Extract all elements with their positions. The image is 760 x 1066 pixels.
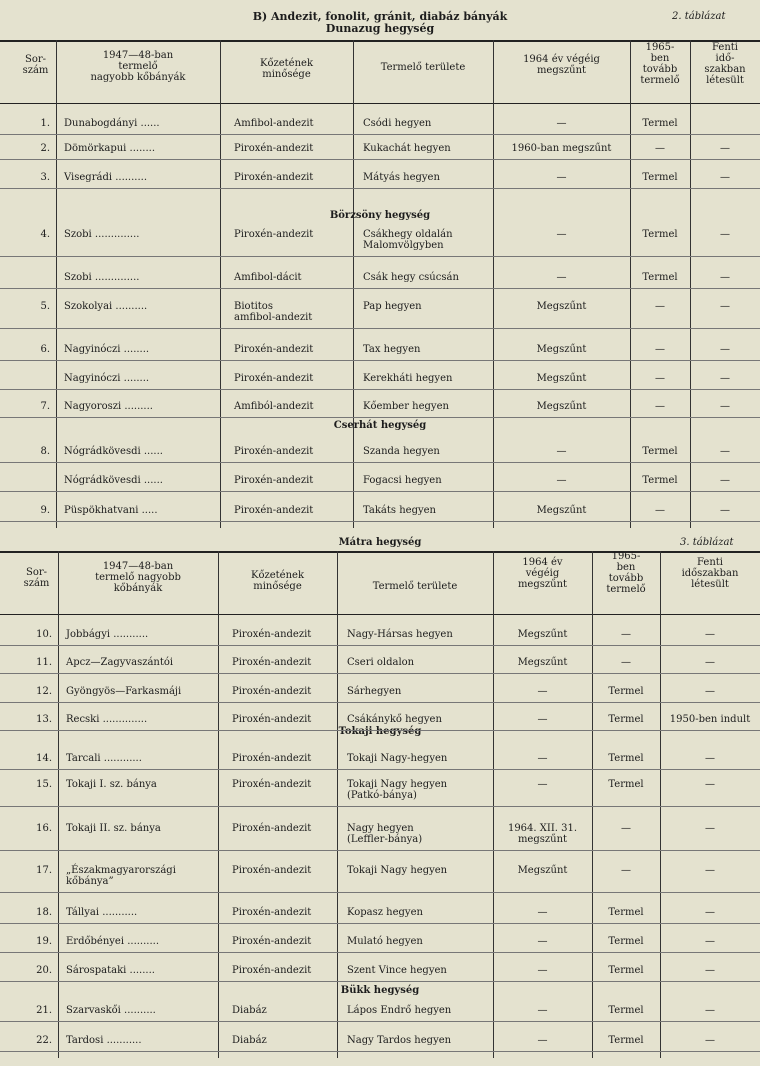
production-area: Mulató hegyen <box>347 936 423 947</box>
table1-row-rule <box>0 360 760 361</box>
table1-section-heading: Cserhát hegység <box>333 420 427 431</box>
production-area: Cseri oldalon <box>347 657 415 668</box>
established-status: — <box>720 229 730 240</box>
continued-production: — <box>655 401 665 412</box>
table1-title: B) Andezit, fonolit, gránit, diabáz bányák <box>252 10 508 23</box>
table1-row-rule <box>0 417 760 418</box>
established-status: — <box>720 505 730 516</box>
quarry-name: Tokaji II. sz. bánya <box>66 823 161 834</box>
table1-header-0: Sor- szám <box>22 54 49 76</box>
quarry-name: Nagyinóczi ........ <box>64 373 150 384</box>
continued-production: Termel <box>642 118 678 129</box>
established-status: — <box>705 779 715 790</box>
table2-number: 3. táblázat <box>680 537 734 548</box>
closure-status: — <box>556 172 567 183</box>
production-area: Kőember hegyen <box>363 401 449 412</box>
quarry-name: Gyöngyös—Farkasmáji <box>66 686 182 697</box>
table2-row-rule <box>0 981 760 982</box>
table2-row-rule <box>0 769 760 770</box>
continued-production: — <box>655 143 665 154</box>
closure-status: Megszűnt <box>536 505 587 516</box>
quarry-name: Tokaji I. sz. bánya <box>66 779 157 790</box>
rock-type: Piroxén-andezit <box>232 629 312 640</box>
table2-header-4: 1964 év végéig megszűnt <box>517 557 568 590</box>
continued-production: Termel <box>608 907 644 918</box>
established-status: — <box>705 1005 715 1016</box>
rock-type: Piroxén-andezit <box>232 907 312 918</box>
quarry-name: Sárospataki ........ <box>66 965 155 976</box>
quarry-name: Nagyinóczi ........ <box>64 344 150 355</box>
quarry-name: Püspökhatvani ..... <box>64 505 158 516</box>
rock-type: Piroxén-andezit <box>232 965 312 976</box>
rock-type: Piroxén-andezit <box>234 446 314 457</box>
rock-type: Piroxén-andezit <box>234 229 314 240</box>
continued-production: Termel <box>608 1035 644 1046</box>
continued-production: Termel <box>642 172 678 183</box>
production-area: Nagy-Hársas hegyen <box>347 629 453 640</box>
production-area: Mátyás hegyen <box>363 172 440 183</box>
table2-header-6: Fenti időszakban létesült <box>681 557 739 590</box>
production-area: Kukachát hegyen <box>363 143 451 154</box>
production-area: Szent Vince hegyen <box>347 965 447 976</box>
quarry-name: Erdőbényei .......... <box>66 936 159 947</box>
table2-section-heading: Bükk hegység <box>340 985 420 996</box>
table2-row-rule <box>0 892 760 893</box>
row-number: 2. <box>40 143 50 154</box>
closure-status: — <box>556 272 567 283</box>
production-area: Tokaji Nagy-hegyen <box>347 753 448 764</box>
table1-row-rule <box>0 256 760 257</box>
continued-production: Termel <box>608 753 644 764</box>
closure-status: — <box>537 714 548 725</box>
established-status: — <box>705 629 715 640</box>
continued-production: Termel <box>608 714 644 725</box>
row-number: 7. <box>40 401 50 412</box>
closure-status: — <box>556 229 567 240</box>
table2-row-rule <box>0 645 760 646</box>
closure-status: Megszűnt <box>536 344 587 355</box>
production-area: Tax hegyen <box>363 344 421 355</box>
established-status: — <box>720 143 730 154</box>
established-status: — <box>705 936 715 947</box>
table2-row-rule <box>0 952 760 953</box>
continued-production: — <box>621 823 631 834</box>
continued-production: Termel <box>608 936 644 947</box>
rock-type: Piroxén-andezit <box>234 373 314 384</box>
production-area: Szanda hegyen <box>363 446 440 457</box>
closure-status: — <box>556 118 567 129</box>
table1-column-rule <box>56 40 57 528</box>
closure-status: Megszűnt <box>536 301 587 312</box>
established-status: 1950-ben indult <box>669 714 751 725</box>
rock-type: Piroxén-andezit <box>232 753 312 764</box>
table1-row-rule <box>0 389 760 390</box>
continued-production: Termel <box>608 779 644 790</box>
row-number: 19. <box>36 936 52 947</box>
row-number: 3. <box>40 172 50 183</box>
continued-production: Termel <box>608 1005 644 1016</box>
established-status: — <box>705 686 715 697</box>
rock-type: Diabáz <box>232 1035 267 1046</box>
production-area: Takáts hegyen <box>363 505 436 516</box>
continued-production: — <box>621 865 631 876</box>
established-status: — <box>720 446 730 457</box>
rock-type: Piroxén-andezit <box>232 865 312 876</box>
closure-status: Megszűnt <box>517 865 568 876</box>
table1-column-rule <box>353 40 354 528</box>
rock-type: Biotitos amfibol-andezit <box>234 301 313 323</box>
rock-type: Piroxén-andezit <box>232 714 312 725</box>
continued-production: Termel <box>608 965 644 976</box>
table2-row-rule <box>0 1051 760 1052</box>
table1-number: 2. táblázat <box>672 11 726 22</box>
quarry-name: Szobi .............. <box>64 229 140 240</box>
quarry-name: Visegrádi .......... <box>64 172 148 183</box>
table1-section-heading: Börzsöny hegység <box>329 210 431 221</box>
established-status: — <box>720 373 730 384</box>
rock-type: Piroxén-andezit <box>232 657 312 668</box>
row-number: 17. <box>36 865 52 876</box>
table2-header-0: Sor- szám <box>23 567 50 589</box>
row-number: 21. <box>36 1005 52 1016</box>
rock-type: Piroxén-andezit <box>234 475 314 486</box>
rock-type: Piroxén-andezit <box>234 172 314 183</box>
table1-header-2: Kőzetének minősége <box>259 58 314 80</box>
rock-type: Piroxén-andezit <box>234 505 314 516</box>
production-area: Csák hegy csúcsán <box>363 272 459 283</box>
row-number: 13. <box>36 714 52 725</box>
closure-status: — <box>556 446 567 457</box>
row-number: 22. <box>36 1035 52 1046</box>
established-status: — <box>720 475 730 486</box>
row-number: 9. <box>40 505 50 516</box>
table2-header-1: 1947—48-ban termelő nagyobb kőbányák <box>95 561 181 594</box>
table1-region-heading: Dunazug hegység <box>325 22 435 35</box>
closure-status: Megszűnt <box>536 373 587 384</box>
row-number: 1. <box>40 118 50 129</box>
table2-header-5: 1965- ben tovább termelő <box>606 551 646 595</box>
production-area: Nagy hegyen (Leffler-bánya) <box>347 823 423 845</box>
closure-status: — <box>537 686 548 697</box>
continued-production: Termel <box>642 272 678 283</box>
quarry-name: Nógrádkövesdi ...... <box>64 446 163 457</box>
production-area: Fogacsi hegyen <box>363 475 442 486</box>
rock-type: Piroxén-andezit <box>232 686 312 697</box>
continued-production: — <box>621 629 631 640</box>
quarry-name: Szarvaskői .......... <box>66 1005 156 1016</box>
table1-row-rule <box>0 491 760 492</box>
table2-row-rule <box>0 673 760 674</box>
table1-row-rule <box>0 328 760 329</box>
table1-row-rule <box>0 462 760 463</box>
rock-type: Piroxén-andezit <box>234 344 314 355</box>
production-area: Csákhegy oldalán Malomvölgyben <box>363 229 453 251</box>
established-status: — <box>705 823 715 834</box>
row-number: 4. <box>40 229 50 240</box>
established-status: — <box>705 965 715 976</box>
table2-header-3: Termelő területe <box>372 581 458 592</box>
closure-status: Megszűnt <box>536 401 587 412</box>
production-area: Csákánykő hegyen <box>347 714 442 725</box>
row-number: 20. <box>36 965 52 976</box>
production-area: Pap hegyen <box>363 301 422 312</box>
rock-type: Diabáz <box>232 1005 267 1016</box>
established-status: — <box>705 657 715 668</box>
row-number: 15. <box>36 779 52 790</box>
continued-production: — <box>655 344 665 355</box>
production-area: Tokaji Nagy hegyen (Patkó-bánya) <box>347 779 448 801</box>
production-area: Sárhegyen <box>347 686 402 697</box>
closure-status: — <box>537 965 548 976</box>
quarry-name: Tardosi ........... <box>66 1035 142 1046</box>
production-area: Kerekháti hegyen <box>363 373 453 384</box>
table1-row-rule <box>0 159 760 160</box>
closure-status: Megszűnt <box>517 629 568 640</box>
row-number: 12. <box>36 686 52 697</box>
production-area: Kopasz hegyen <box>347 907 423 918</box>
table2-row-rule <box>0 1021 760 1022</box>
production-area: Tokaji Nagy hegyen <box>347 865 448 876</box>
established-status: — <box>720 401 730 412</box>
row-number: 11. <box>36 657 52 668</box>
continued-production: — <box>655 301 665 312</box>
row-number: 16. <box>36 823 52 834</box>
quarry-name: Recski .............. <box>66 714 148 725</box>
quarry-name: „Északmagyarországi kőbánya” <box>66 865 176 887</box>
rock-type: Piroxén-andezit <box>232 779 312 790</box>
table1-column-rule <box>220 40 221 528</box>
closure-status: — <box>537 753 548 764</box>
table2-section-heading: Tokaji hegység <box>338 726 422 737</box>
table1-header-3: Termelő területe <box>380 62 466 73</box>
continued-production: Termel <box>642 475 678 486</box>
row-number: 18. <box>36 907 52 918</box>
closure-status: — <box>537 779 548 790</box>
closure-status: — <box>537 1035 548 1046</box>
row-number: 8. <box>40 446 50 457</box>
table1-header-6: Fenti idő- szakban létesült <box>704 42 746 86</box>
table1-row-rule <box>0 288 760 289</box>
production-area: Nagy Tardos hegyen <box>347 1035 452 1046</box>
continued-production: — <box>655 373 665 384</box>
continued-production: — <box>621 657 631 668</box>
quarry-name: Dunabogdányi ...... <box>64 118 160 129</box>
closure-status: 1960-ban megszűnt <box>511 143 612 154</box>
rock-type: Piroxén-andezit <box>234 143 314 154</box>
closure-status: — <box>537 907 548 918</box>
rock-type: Amfiból-andezit <box>234 401 314 412</box>
rock-type: Amfibol-dácit <box>234 272 302 283</box>
table2-title: Mátra hegység <box>338 537 422 548</box>
table1-header-1: 1947—48-ban termelő nagyobb kőbányák <box>90 50 186 83</box>
established-status: — <box>705 1035 715 1046</box>
row-number: 5. <box>40 301 50 312</box>
table1-row-rule <box>0 521 760 522</box>
closure-status: — <box>537 1005 548 1016</box>
table2-row-rule <box>0 806 760 807</box>
established-status: — <box>720 301 730 312</box>
closure-status: 1964. XII. 31. megszűnt <box>507 823 578 845</box>
rock-type: Piroxén-andezit <box>232 936 312 947</box>
quarry-name: Szokolyai .......... <box>64 301 148 312</box>
row-number: 10. <box>36 629 52 640</box>
established-status: — <box>705 907 715 918</box>
table1-row-rule <box>0 134 760 135</box>
established-status: — <box>720 172 730 183</box>
established-status: — <box>720 272 730 283</box>
continued-production: Termel <box>642 446 678 457</box>
production-area: Csódi hegyen <box>363 118 432 129</box>
table1-row-rule <box>0 188 760 189</box>
quarry-name: Szobi .............. <box>64 272 140 283</box>
table1-header-5: 1965- ben tovább termelő <box>640 42 680 86</box>
quarry-name: Nagyoroszi ......... <box>64 401 153 412</box>
established-status: — <box>705 865 715 876</box>
table2-row-rule <box>0 730 760 731</box>
quarry-name: Tarcali ............ <box>66 753 142 764</box>
continued-production: Termel <box>642 229 678 240</box>
table2-header-rule <box>0 614 760 615</box>
table1-header-4: 1964 év végéig megszűnt <box>523 54 600 76</box>
quarry-name: Nógrádkövesdi ...... <box>64 475 163 486</box>
table2-row-rule <box>0 923 760 924</box>
closure-status: — <box>537 936 548 947</box>
table1-header-rule <box>0 103 760 104</box>
closure-status: — <box>556 475 567 486</box>
rock-type: Piroxén-andezit <box>232 823 312 834</box>
production-area: Lápos Endrő hegyen <box>347 1005 452 1016</box>
established-status: — <box>720 344 730 355</box>
closure-status: Megszűnt <box>517 657 568 668</box>
rock-type: Amfibol-andezit <box>234 118 314 129</box>
established-status: — <box>705 753 715 764</box>
quarry-name: Tállyai ........... <box>66 907 138 918</box>
continued-production: — <box>655 505 665 516</box>
quarry-name: Apcz—Zagyvaszántói <box>66 657 174 668</box>
continued-production: Termel <box>608 686 644 697</box>
quarry-name: Jobbágyi ........... <box>66 629 149 640</box>
row-number: 14. <box>36 753 52 764</box>
row-number: 6. <box>40 344 50 355</box>
quarry-name: Dömörkapui ........ <box>64 143 155 154</box>
table2-row-rule <box>0 850 760 851</box>
table2-row-rule <box>0 702 760 703</box>
table2-header-2: Kőzetének minősége <box>250 570 305 592</box>
